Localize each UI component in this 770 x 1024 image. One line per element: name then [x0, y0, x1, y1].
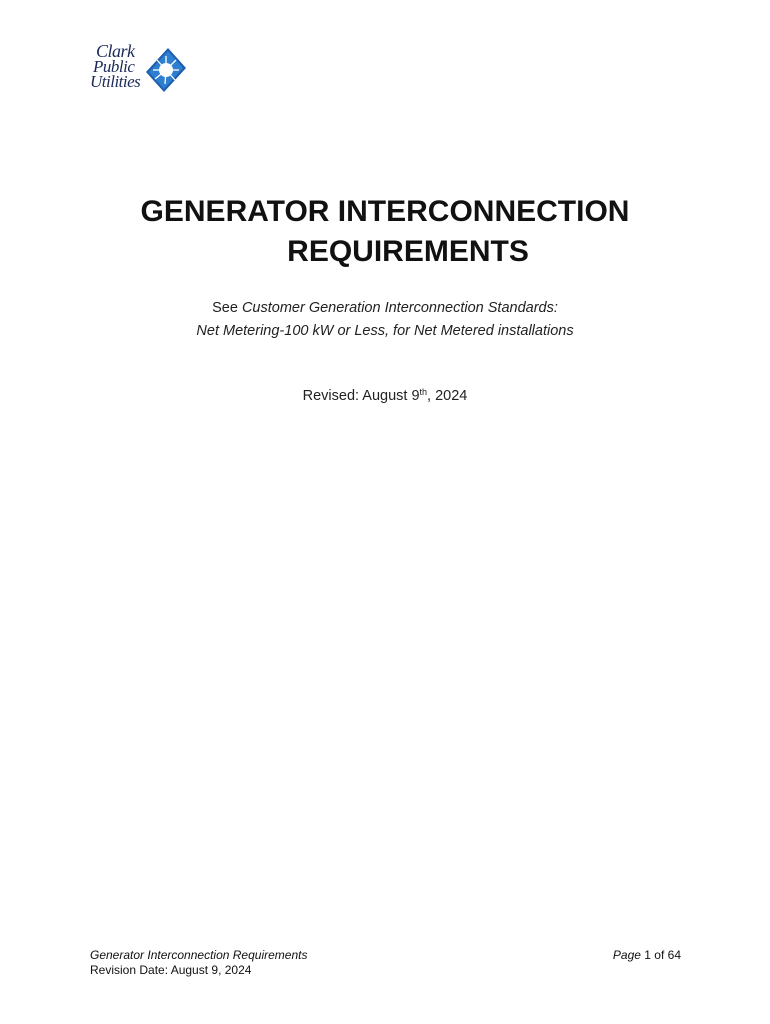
logo-line-3: Utilities: [90, 72, 141, 91]
document-title: [0, 192, 770, 272]
starburst-diamond-icon: [146, 48, 186, 92]
reference-prefix: See: [212, 300, 242, 316]
company-logo: [90, 41, 186, 94]
revision-line: [0, 386, 770, 406]
logo-wordmark: [90, 41, 141, 91]
title-line-2: REQUIREMENTS: [287, 235, 529, 268]
revised-text: Revised: August 9: [302, 388, 420, 404]
revised-ordinal: th: [419, 387, 428, 397]
footer-doc-name: Generator Interconnection Requirements: [90, 948, 308, 962]
page-number: 1: [644, 948, 651, 962]
reference-note: [0, 297, 770, 343]
logo-line-2: Public: [93, 57, 135, 76]
page-total: of 64: [650, 948, 681, 962]
reference-title: Customer Generation Interconnection Standards:: [241, 300, 558, 316]
logo-line-1: Clark: [96, 41, 135, 61]
reference-line-1: [0, 297, 770, 320]
footer-page-number: [613, 948, 681, 963]
reference-line-2: Net Metering-100 kW or Less, for Net Metered installations: [196, 323, 574, 339]
revised-year: , 2024: [427, 388, 468, 404]
title-line-1: GENERATOR INTERCONNECTION: [140, 195, 630, 228]
footer-document-info: [90, 948, 307, 978]
footer-revision-date: Revision Date: August 9, 2024: [90, 963, 252, 977]
page-label: Page: [612, 948, 641, 962]
